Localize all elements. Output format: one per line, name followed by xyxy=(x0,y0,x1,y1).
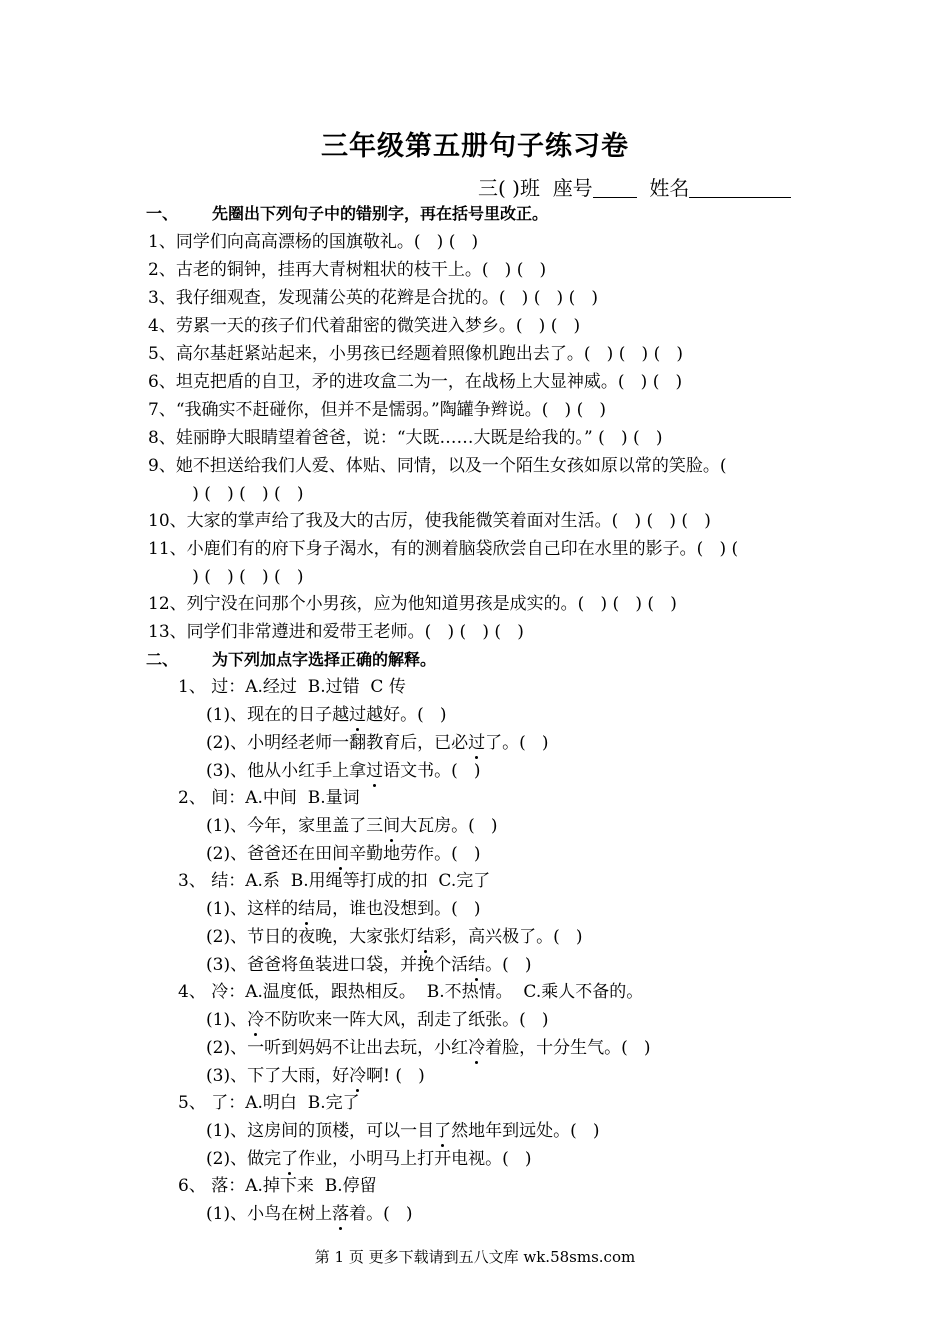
dotted-char: 冷 xyxy=(349,1066,367,1086)
page-footer: 第 1 页 更多下载请到五八文库 wk.58sms.com xyxy=(314,1248,636,1266)
list-item: (1)、现在的日子越过越好。( ) xyxy=(206,705,447,725)
list-item: (1)、这房间的顶楼，可以一目了然地年到远处。( ) xyxy=(206,1121,600,1141)
question-head: 1、 过：A.经过 B.过错 C 传 xyxy=(178,677,406,697)
list-item: 12、列宁没在问那个小男孩，应为他知道男孩是成实的。( ) ( ) ( ) xyxy=(148,594,677,614)
dotted-char: 结 xyxy=(468,955,486,975)
seat-label: 座号 xyxy=(552,176,593,200)
dotted-char: 结 xyxy=(417,927,435,947)
class-field: 三( )班 xyxy=(478,176,540,200)
list-item: (1)、今年，家里盖了三间大瓦房。( ) xyxy=(206,816,498,836)
list-item: (1)、冷不防吹来一阵大风，刮走了纸张。( ) xyxy=(206,1010,549,1030)
list-item: (3)、下了大雨，好冷啊! ( ) xyxy=(206,1066,425,1086)
question-head: 4、 冷：A.温度低，跟热相反。 B.不热情。 C.乘人不备的。 xyxy=(178,982,644,1002)
student-info xyxy=(478,172,791,201)
list-item: 2、古老的铜钟，挂再大青树粗状的枝干上。( ) ( ) xyxy=(148,260,547,280)
list-item: (1)、这样的结局，谁也没想到。( ) xyxy=(206,899,481,919)
list-item: 10、大家的掌声给了我及大的古厉，使我能微笑着面对生活。( ) ( ) ( ) xyxy=(148,511,711,531)
dotted-char: 过 xyxy=(468,733,486,753)
dotted-char: 落 xyxy=(332,1204,350,1224)
dotted-char: 了 xyxy=(281,1149,299,1169)
list-item: 8、娃丽睁大眼睛望着爸爸，说：“大既……大既是给我的。” ( ) ( ) xyxy=(148,428,663,448)
list-item-continued: ) ( ) ( ) ( ) xyxy=(176,567,304,587)
list-item: (2)、节日的夜晚，大家张灯结彩，高兴极了。( ) xyxy=(206,927,583,947)
question-head: 3、 结：A.系 B.用绳等打成的扣 C.完了 xyxy=(178,871,491,891)
list-item: 11、小鹿们有的府下身子渴水，有的测着脑袋欣尝自己印在水里的影子。( ) ( xyxy=(148,539,739,559)
list-item: (3)、他从小红手上拿过语文书。( ) xyxy=(206,761,481,781)
dotted-char: 间 xyxy=(332,844,350,864)
seat-blank xyxy=(593,177,637,198)
list-item: 9、她不担送给我们人爱、体贴、同情，以及一个陌生女孩如原以常的笑脸。( xyxy=(148,456,727,476)
list-item: 6、坦克把盾的自卫，矛的进攻盒二为一，在战杨上大显神威。( ) ( ) xyxy=(148,372,683,392)
question-head: 5、 了：A.明白 B.完了 xyxy=(178,1093,360,1113)
dotted-char: 过 xyxy=(349,705,367,725)
question-head: 2、 间：A.中间 B.量词 xyxy=(178,788,360,808)
list-item: 7、“我确实不赶碰你，但并不是懦弱。”陶罐争辫说。( ) ( ) xyxy=(148,400,607,420)
list-item: (2)、一听到妈妈不让出去玩，小红冷着脸，十分生气。( ) xyxy=(206,1038,651,1058)
list-item: (2)、做完了作业，小明马上打开电视。( ) xyxy=(206,1149,532,1169)
list-item: 4、劳累一天的孩子们代着甜密的微笑进入梦乡。( ) ( ) xyxy=(148,316,581,336)
list-item: (2)、爸爸还在田间辛勤地劳作。( ) xyxy=(206,844,481,864)
list-item: (1)、小鸟在树上落着。( ) xyxy=(206,1204,413,1224)
name-blank xyxy=(689,177,791,198)
list-item: (2)、小明经老师一翻教育后，已必过了。( ) xyxy=(206,733,549,753)
dotted-char: 结 xyxy=(298,899,316,919)
dotted-char: 过 xyxy=(366,761,384,781)
question-head: 6、 落：A.掉下来 B.停留 xyxy=(178,1176,377,1196)
list-item: 3、我仔细观查，发现蒲公英的花辫是合扰的。( ) ( ) ( ) xyxy=(148,288,599,308)
list-item: 5、高尔基赶紧站起来，小男孩已经题着照像机跑出去了。( ) ( ) ( ) xyxy=(148,344,684,364)
section2-heading: 二、 为下列加点字选择正确的解释。 xyxy=(146,650,437,669)
list-item-continued: ) ( ) ( ) ( ) xyxy=(176,484,304,504)
dotted-char: 间 xyxy=(383,816,401,836)
dotted-char: 了 xyxy=(434,1121,452,1141)
list-item: 1、同学们向高高漂杨的国旗敬礼。( ) ( ) xyxy=(148,232,479,252)
name-label: 姓名 xyxy=(649,176,690,200)
dotted-char: 冷 xyxy=(247,1010,265,1030)
dotted-char: 冷 xyxy=(468,1038,486,1058)
list-item: (3)、爸爸将鱼装进口袋，并挽个活结。( ) xyxy=(206,955,532,975)
section1-heading: 一、 先圈出下列句子中的错别字，再在括号里改正。 xyxy=(146,204,549,223)
page-title: 三年级第五册句子练习卷 xyxy=(321,131,629,162)
list-item: 13、同学们非常遵进和爱带王老师。( ) ( ) ( ) xyxy=(148,622,524,642)
